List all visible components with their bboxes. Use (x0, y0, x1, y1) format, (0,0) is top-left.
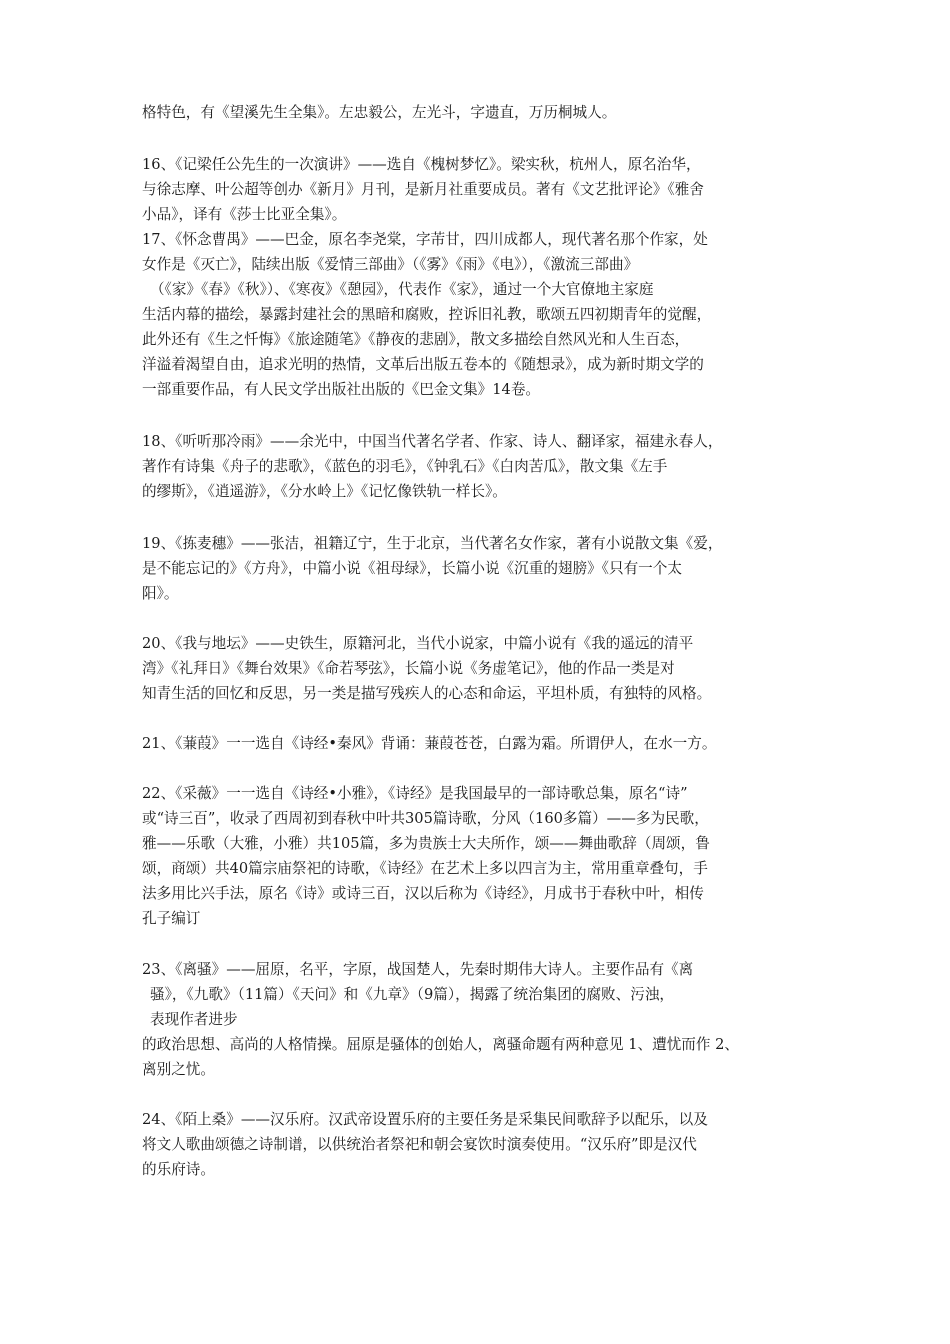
text-line: 阳》。 (142, 585, 179, 602)
text-line: 骚》，《九歌》（11篇）《天问》和《九章》（9篇），揭露了统治集团的腐败、污浊， (150, 986, 675, 1003)
text-line: 16、《记梁任公先生的一次演讲》——选自《槐树梦忆》。梁实秋，杭州人，原名治华， (142, 156, 701, 173)
text-line: 知青生活的回忆和反思，另一类是描写残疾人的心态和命运，平坦朴质，有独特的风格。 (142, 685, 712, 702)
text-line: 法多用比兴手法，原名《诗》或诗三百，汉以后称为《诗经》，月成书于春秋中叶，相传 (142, 885, 704, 902)
text-line: 24、《陌上桑》——汉乐府。汉武帝设置乐府的主要任务是采集民间歌辞予以配乐，以及 (142, 1111, 708, 1128)
text-line: 将文人歌曲颂德之诗制谱，以供统治者祭祀和朝会宴饮时演奏使用。“汉乐府”即是汉代 (142, 1136, 697, 1153)
text-line: 著作有诗集《舟子的悲歌》，《蓝色的羽毛》，《钟乳石》《白肉苦瓜》，散文集《左手 (142, 458, 668, 475)
text-line: 23、《离骚》——屈原，名平，字原，战国楚人，先秦时期伟大诗人。主要作品有《离 (142, 961, 694, 978)
text-line: 是不能忘记的》《方舟》，中篇小说《祖母绿》，长篇小说《沉重的翅膀》《只有一个太 (142, 560, 682, 577)
text-line: 洋溢着渴望自由，追求光明的热情，文革后出版五卷本的《随想录》，成为新时期文学的 (142, 356, 704, 373)
text-line: 湾》《礼拜日》《舞台效果》《命若琴弦》，长篇小说《务虚笔记》，他的作品一类是对 (142, 660, 675, 677)
text-line: 与徐志摩、叶公超等创办《新月》月刊，是新月社重要成员。著有《文艺批评论》《雅舍 (142, 181, 704, 198)
text-line: 表现作者进步 (150, 1011, 238, 1028)
text-line: 格特色，有《望溪先生全集》。左忠毅公，左光斗，字遗直，万历桐城人。 (142, 104, 617, 121)
text-line: 的缪斯》，《逍遥游》，《分水岭上》《记忆像铁轨一样长》。 (142, 483, 507, 500)
text-line: （《家》《春》《秋》）、《寒夜》《憩园》，代表作《家》，通过一个大官僚地主家庭 (150, 281, 654, 298)
text-line: 生活内幕的描绘，暴露封建社会的黑暗和腐败，控诉旧礼教，歌颂五四初期青年的觉醒， (142, 306, 712, 323)
text-line: 或“诗三百”，收录了西周初到春秋中叶共305篇诗歌，分风（160多篇）——多为民歌， (142, 810, 709, 827)
text-line: 20、《我与地坛》——史铁生，原籍河北，当代小说家，中篇小说有《我的遥远的清平 (142, 635, 694, 652)
text-line: 孔子编订 (142, 910, 201, 927)
text-line: 此外还有《生之忏悔》《旅途随笔》《静夜的悲剧》，散文多描绘自然风光和人生百态， (142, 331, 690, 348)
text-line: 的政治思想、高尚的人格情操。屈原是骚体的创始人，离骚命题有两种意见 1、遭忧而作 2、 (142, 1036, 740, 1053)
text-line: 女作是《灭亡》，陆续出版《爱情三部曲》（《雾》《雨》《电》），《激流三部曲》 (142, 256, 639, 273)
text-line: 22、《采薇》一一选自《诗经•小雅》，《诗经》是我国最早的一部诗歌总集，原名“诗” (142, 785, 688, 802)
text-line: 17、《怀念曹禺》——巴金，原名李尧棠，字芾甘，四川成都人，现代著名那个作家，处 (142, 231, 708, 248)
text-line: 19、《拣麦穗》——张洁，祖籍辽宁，生于北京，当代著名女作家，著有小说散文集《爱， (142, 535, 723, 552)
text-line: 一部重要作品，有人民文学出版社出版的《巴金文集》14卷。 (142, 381, 541, 398)
text-line: 小品》，译有《莎士比亚全集》。 (142, 206, 347, 223)
text-line: 雅——乐歌（大雅，小雅）共105篇，多为贵族士大夫所作，颂——舞曲歌辞（周颂，鲁 (142, 835, 710, 852)
text-line: 21、《蒹葭》一一选自《诗经•秦风》背诵：蒹葭苍苍，白露为霜。所谓伊人，在水一方。 (142, 735, 717, 752)
text-line: 的乐府诗。 (142, 1161, 215, 1178)
text-line: 18、《听听那冷雨》——余光中，中国当代著名学者、作家、诗人、翻译家，福建永春人， (142, 433, 723, 450)
text-line: 颂，商颂）共40篇宗庙祭祀的诗歌，《诗经》在艺术上多以四言为主，常用重章叠句，手 (142, 860, 708, 877)
text-line: 离别之忧。 (142, 1061, 215, 1078)
